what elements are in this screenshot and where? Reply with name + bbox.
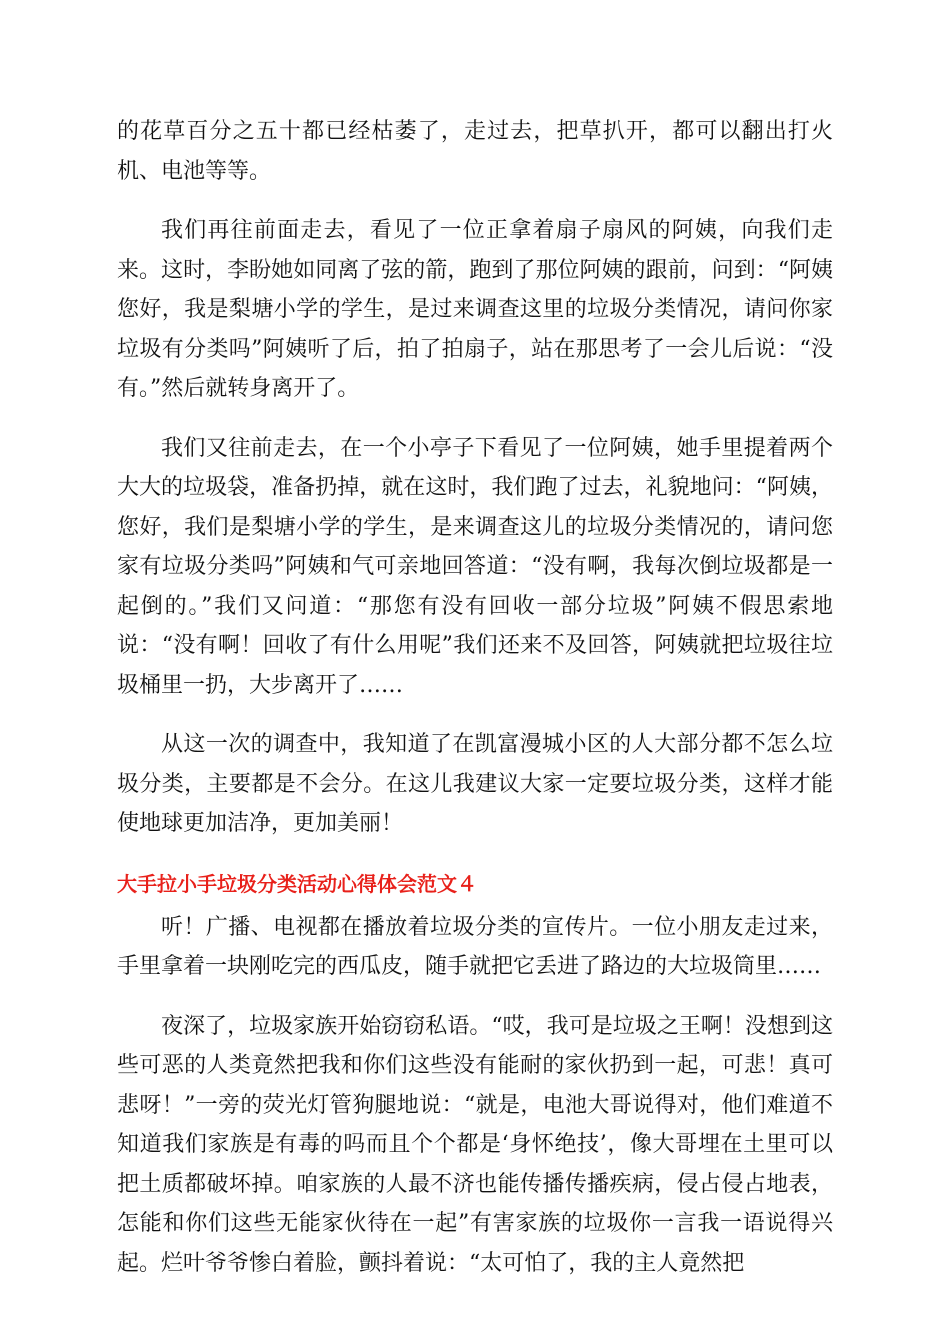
section-heading: 大手拉小手垃圾分类活动心得体会范文４ — [117, 871, 477, 896]
paragraph-1: 的花草百分之五十都已经枯萎了，走过去，把草扒开，都可以翻出打火机、电池等等。 — [117, 119, 833, 184]
document-body — [117, 112, 833, 1303]
paragraph-4: 从这一次的调查中，我知道了在凯富漫城小区的人大部分都不怎么垃圾分类，主要都是不会分。在这儿我建议大家一定要垃圾分类，这样才能使地球更加洁净，更加美丽！ — [117, 732, 833, 836]
paragraph-6: 夜深了，垃圾家族开始窃窃私语。“哎，我可是垃圾之王啊！没想到这些可恶的人类竟然把我和你们这些没有能耐的家伙扔到一起，可悲！真可悲呀！”一旁的荧光灯管狗腿地说：“就是，电池大哥说得对，他们难道不知道我们家族是有毒的吗而且个个都是‘身怀绝技’，像大哥埋在土里可以把土质都破坏掉。咱家族的人最不济也能传播传播疾病，侵占侵占地表，怎能和你们这些无能家伙待在一起”有害家族的垃圾你一言我一语说得兴起。烂叶爷爷惨白着脸，颤抖着说：“太可怕了，我的主人竟然把 — [117, 1013, 833, 1276]
paragraph-5: 听！广播、电视都在播放着垃圾分类的宣传片。一位小朋友走过来，手里拿着一块刚吃完的西瓜皮，随手就把它丢进了路边的大垃圾筒里…… — [117, 914, 833, 979]
paragraph-3: 我们又往前走去，在一个小亭子下看见了一位阿姨，她手里提着两个大大的垃圾袋，准备扔掉，就在这时，我们跑了过去，礼貌地问：“阿姨，您好，我们是梨塘小学的学生，是来调查这儿的垃圾分类情况的，请问您家有垃圾分类吗”阿姨和气可亲地回答道：“没有啊，我每次倒垃圾都是一起倒的。”我们又问道：“那您有没有回收一部分垃圾”阿姨不假思索地说：“没有啊！回收了有什么用呢”我们还来不及回答，阿姨就把垃圾往垃圾桶里一扔，大步离开了…… — [117, 435, 833, 698]
paragraph-2: 我们再往前面走去，看见了一位正拿着扇子扇风的阿姨，向我们走来。这时，李盼她如同离了弦的箭，跑到了那位阿姨的跟前，问到：“阿姨您好，我是梨塘小学的学生，是过来调查这里的垃圾分类情况，请问你家垃圾有分类吗”阿姨听了后，拍了拍扇子，站在那思考了一会儿后说：“没有。”然后就转身离开了。 — [117, 218, 833, 401]
